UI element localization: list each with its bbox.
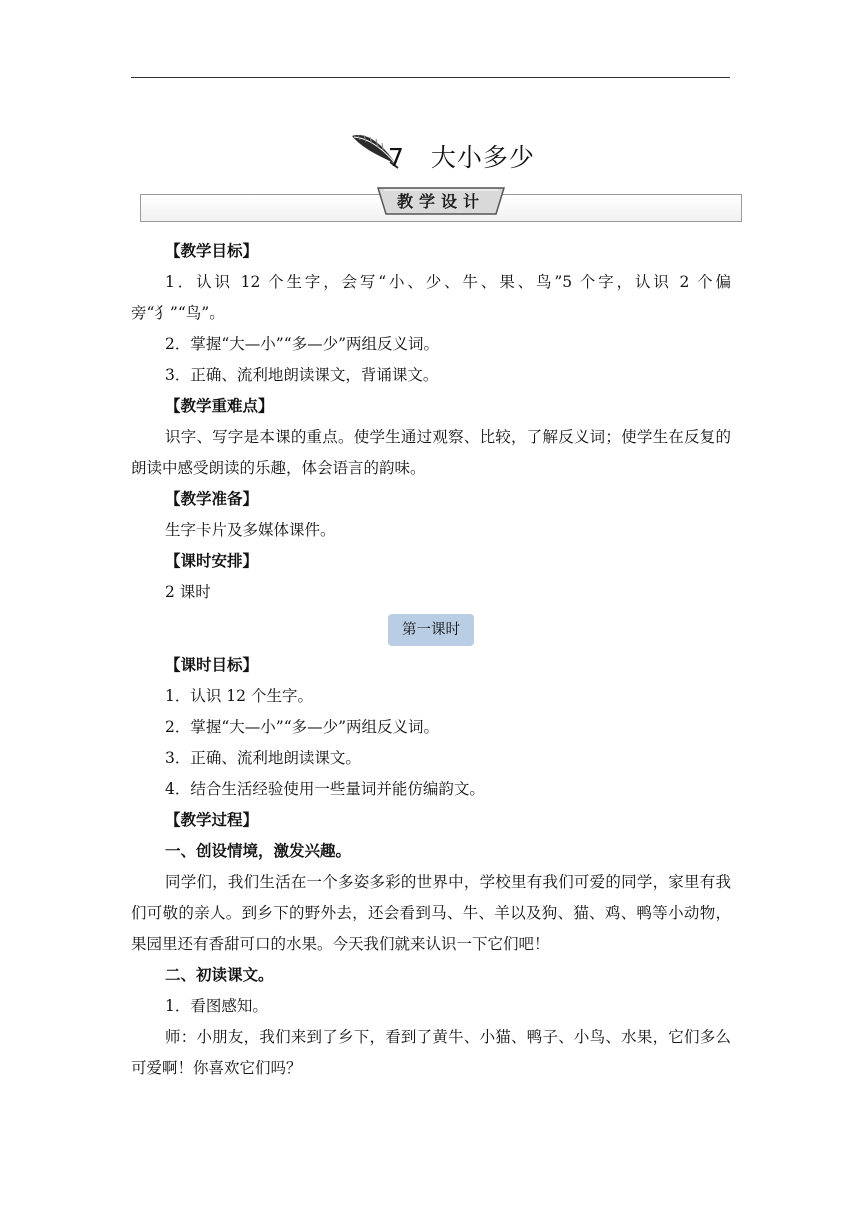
section-heading-session-goals: 【课时目标】	[165, 656, 259, 674]
section-heading-preparation: 【教学准备】	[165, 490, 259, 508]
key-points-text: 识字、写字是本课的重点。使学生通过观察、比较，了解反义词；使学生在反复的朗读中感受朗读的乐趣，体会语言的韵味。	[131, 428, 731, 477]
session-goal-1: 1．认识 12 个生字。	[165, 687, 313, 705]
session-goal-4: 4．结合生活经验使用一些量词并能仿编韵文。	[165, 780, 485, 798]
lesson-title: 7 大小多少	[388, 143, 535, 172]
teaching-design-banner	[140, 186, 744, 222]
section-heading-process: 【教学过程】	[165, 811, 259, 829]
goal-item-2: 2．掌握“大—小”“多—少”两组反义词。	[165, 335, 440, 353]
section-heading-goals: 【教学目标】	[165, 242, 259, 260]
banner-label: 教学设计	[396, 192, 485, 211]
header-rule	[131, 77, 730, 78]
session-label-badge: 第一课时	[388, 614, 474, 646]
schedule-text: 2 课时	[165, 583, 211, 601]
goal-item-1: 1．认识 12 个生字，会写“小、少、牛、果、鸟”5 个字，认识 2 个偏旁“犭”“鸟”。	[131, 273, 731, 322]
step-2-text: 师：小朋友，我们来到了乡下，看到了黄牛、小猫、鸭子、小鸟、水果，它们多么可爱啊！你喜欢它们吗？	[131, 1028, 731, 1077]
step-2-heading: 二、初读课文。	[165, 966, 274, 984]
section-heading-schedule: 【课时安排】	[165, 552, 259, 570]
session-goal-3: 3．正确、流利地朗读课文。	[165, 749, 361, 767]
step-1-text: 同学们，我们生活在一个多姿多彩的世界中，学校里有我们可爱的同学，家里有我们可敬的亲人。到乡下的野外去，还会看到马、牛、羊以及狗、猫、鸡、鸭等小动物，果园里还有香甜可口的水果。今天我们就来认识一下它们吧！	[131, 873, 731, 953]
lesson-body	[131, 236, 731, 1084]
goal-item-3: 3．正确、流利地朗读课文，背诵课文。	[165, 366, 439, 384]
preparation-text: 生字卡片及多媒体课件。	[165, 521, 336, 539]
step-1-heading: 一、创设情境，激发兴趣。	[165, 842, 352, 860]
session-goal-2: 2．掌握“大—小”“多—少”两组反义词。	[165, 718, 440, 736]
step-2-item: 1．看图感知。	[165, 997, 268, 1015]
section-heading-key-points: 【教学重难点】	[165, 397, 274, 415]
lesson-title-row	[350, 126, 590, 176]
